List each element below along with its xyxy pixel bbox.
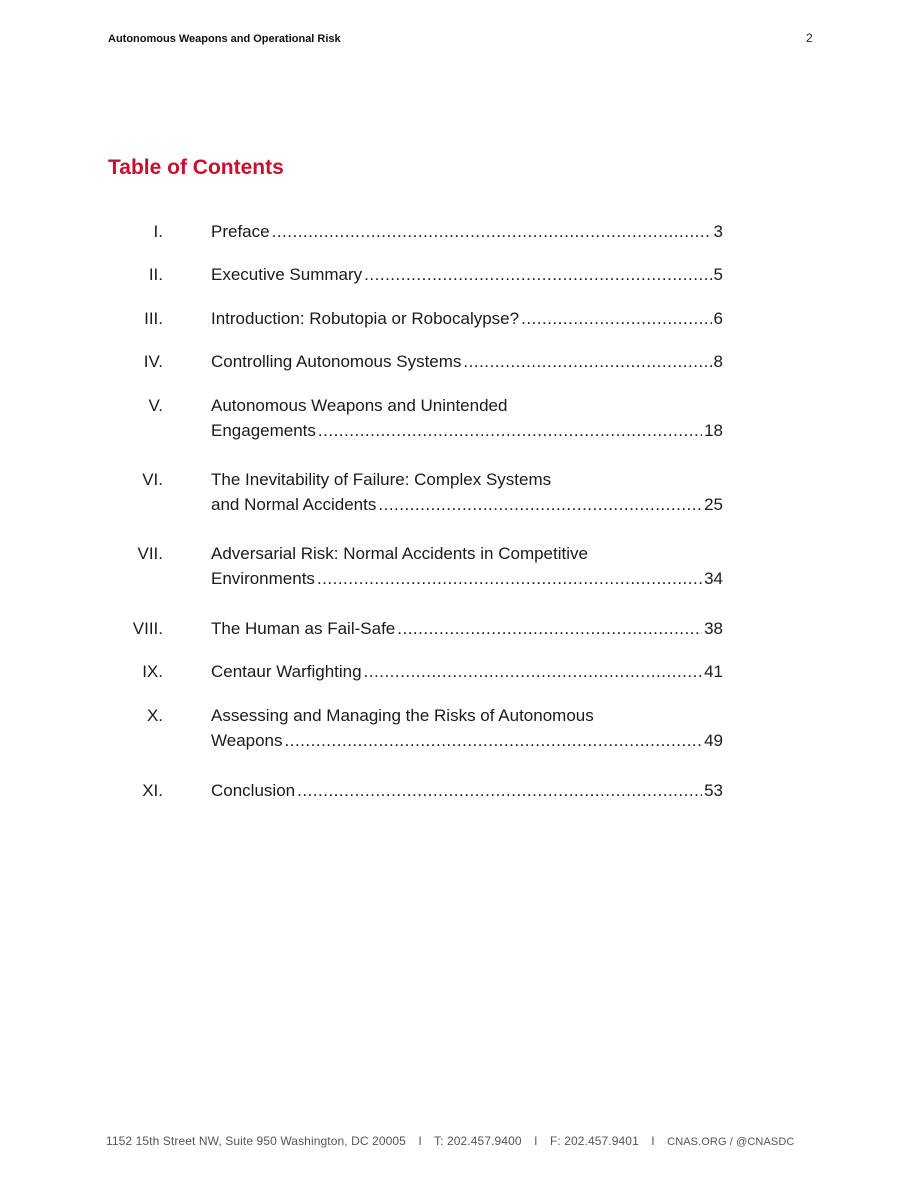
toc-entry-number: VII.: [137, 544, 163, 563]
toc-entry-title[interactable]: Introduction: Robutopia or Robocalypse?: [211, 309, 520, 328]
toc-entry-number: III.: [144, 309, 163, 328]
toc-dot-leader: [285, 729, 703, 754]
toc-entry-number: IV.: [143, 352, 163, 371]
toc-entry-title[interactable]: Centaur Warfighting: [211, 662, 362, 681]
toc-dot-leader: [318, 419, 702, 444]
toc-entry-title[interactable]: Assessing and Managing the Risks of Autonomous: [211, 706, 594, 725]
toc-entry-number: VI.: [142, 470, 163, 489]
toc-dot-leader: [521, 307, 711, 332]
toc-title: Table of Contents: [108, 156, 284, 179]
toc-entry-title[interactable]: Conclusion: [211, 781, 296, 800]
toc-entry-title[interactable]: The Inevitability of Failure: Complex Systems: [211, 470, 552, 489]
toc-entry-title-cont[interactable]: Environments: [211, 569, 315, 588]
toc-entry-title[interactable]: The Human as Fail-Safe: [211, 619, 396, 638]
footer-website-link[interactable]: CNAS.ORG / @CNASDC: [667, 1136, 795, 1148]
footer-separator: I: [651, 1134, 655, 1148]
toc-entry-number: X.: [146, 706, 163, 725]
footer-address: 1152 15th Street NW, Suite 950 Washington, DC 20005: [106, 1134, 406, 1148]
toc-entry-title[interactable]: Adversarial Risk: Normal Accidents in Competitive: [211, 544, 588, 563]
toc-entry-page: 8: [713, 352, 723, 371]
toc-entry-title[interactable]: Preface: [211, 222, 270, 241]
footer-phone: T: 202.457.9400: [434, 1134, 522, 1148]
toc-dot-leader: [364, 660, 703, 685]
footer-separator: I: [418, 1134, 422, 1148]
toc-entry-page: 5: [713, 265, 723, 284]
toc-entry-title[interactable]: Autonomous Weapons and Unintended: [211, 396, 508, 415]
toc-entry-number: I.: [153, 222, 163, 241]
toc-entry-page: 25: [704, 495, 723, 514]
toc-entry-number: XI.: [142, 781, 163, 800]
toc-entry-page: 3: [713, 222, 723, 241]
toc-dot-leader: [364, 263, 711, 288]
toc-dot-leader: [297, 779, 702, 804]
running-header: Autonomous Weapons and Operational Risk: [108, 33, 341, 45]
toc-entry-title-cont[interactable]: Engagements: [211, 421, 316, 440]
toc-entry-page: 41: [704, 662, 723, 681]
toc-entry-page: 34: [704, 569, 723, 588]
footer-fax: F: 202.457.9401: [549, 1134, 639, 1148]
toc-entry-title[interactable]: Executive Summary: [211, 265, 363, 284]
toc-dot-leader: [317, 567, 702, 592]
toc-dot-leader: [463, 350, 711, 375]
toc-entry-page: 49: [704, 731, 723, 750]
toc-dot-leader: [378, 493, 702, 518]
toc-entry-title-cont[interactable]: and Normal Accidents: [211, 495, 377, 514]
toc-dot-leader: [272, 220, 712, 245]
page-number: 2: [806, 31, 813, 45]
toc-entry-title-cont[interactable]: Weapons: [211, 731, 283, 750]
toc-entry-page: 6: [713, 309, 723, 328]
toc-entry-number: IX.: [142, 662, 163, 681]
toc-entry-page: 38: [704, 619, 723, 638]
footer-separator: I: [534, 1134, 538, 1148]
toc-entry-number: VIII.: [132, 619, 163, 638]
toc-entry-number: II.: [148, 265, 163, 284]
toc-entry-page: 53: [704, 781, 723, 800]
toc-entry-title[interactable]: Controlling Autonomous Systems: [211, 352, 462, 371]
toc-entry-number: V.: [148, 396, 163, 415]
toc-entry-page: 18: [704, 421, 723, 440]
page-footer: [106, 1134, 794, 1148]
toc-dot-leader: [397, 617, 702, 642]
